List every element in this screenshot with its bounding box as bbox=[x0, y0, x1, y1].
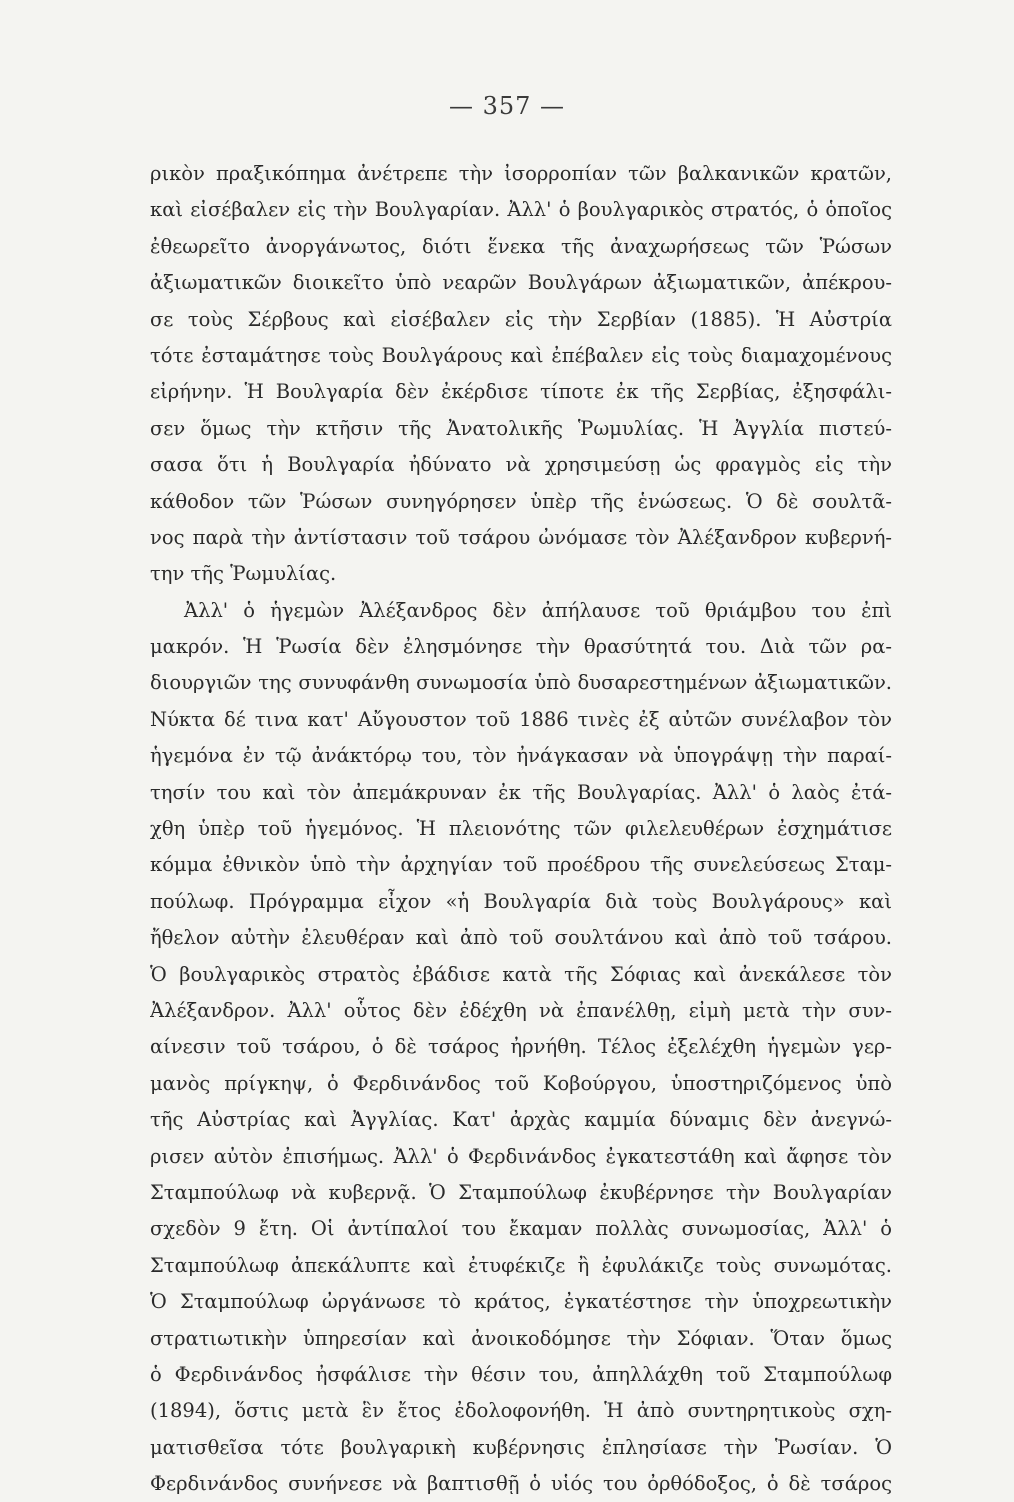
text-line: εἰρήνην. Ἡ Βουλγαρία δὲν ἐκέρδισε τίποτε ἐκ τῆς Σερβίας, ἐξησφάλι- bbox=[150, 380, 892, 404]
text-line: σχεδὸν 9 ἔτη. Οἱ ἀντίπαλοί του ἔκαμαν πολλὰς συνωμοσίας, Ἀλλ' ὁ bbox=[150, 1217, 892, 1241]
text-line: Ἀλέξανδρον. Ἀλλ' οὗτος δὲν ἐδέχθη νὰ ἐπανέλθῃ, εἰμὴ μετὰ τὴν συν- bbox=[150, 998, 892, 1022]
text-line: μακρόν. Ἡ Ῥωσία δὲν ἐλησμόνησε τὴν θρασύτητά του. Διὰ τῶν ρα- bbox=[150, 635, 892, 659]
text-line: νος παρὰ τὴν ἀντίστασιν τοῦ τσάρου ὠνόμασε τὸν Ἀλέξανδρον κυβερνή- bbox=[150, 525, 892, 549]
text-line: Σταμπούλωφ ἀπεκάλυπτε καὶ ἐτυφέκιζε ἢ ἐφυλάκιζε τοὺς συνωμότας. bbox=[150, 1253, 892, 1277]
text-line: μανὸς πρίγκηψ, ὁ Φερδινάνδος τοῦ Κοβούργου, ὑποστηριζόμενος ὑπὸ bbox=[150, 1071, 892, 1095]
body-text bbox=[150, 156, 892, 1502]
text-line: σασα ὅτι ἡ Βουλγαρία ἠδύνατο νὰ χρησιμεύσῃ ὡς φραγμὸς εἰς τὴν bbox=[150, 453, 892, 477]
page-number: — 357 — bbox=[448, 92, 566, 120]
text-line: ρικὸν πραξικόπημα ἀνέτρεπε τὴν ἰσορροπίαν τῶν βαλκανικῶν κρατῶν, bbox=[150, 162, 892, 185]
text-line: ἤθελον αὐτὴν ἐλευθέραν καὶ ἀπὸ τοῦ σουλτάνου καὶ ἀπὸ τοῦ τσάρου. bbox=[150, 926, 892, 950]
text-line: σε τοὺς Σέρβους καὶ εἰσέβαλεν εἰς τὴν Σερβίαν (1885). Ἡ Αὐστρία bbox=[150, 307, 892, 331]
text-line: σεν ὅμως τὴν κτῆσιν τῆς Ἀνατολικῆς Ῥωμυλίας. Ἡ Ἀγγλία πιστεύ- bbox=[150, 416, 892, 440]
text-line: τησίν του καὶ τὸν ἀπεμάκρυναν ἐκ τῆς Βουλγαρίας. Ἀλλ' ὁ λαὸς ἐτά- bbox=[150, 780, 892, 804]
text-line: Σταμπούλωφ νὰ κυβερνᾷ. Ὁ Σταμπούλωφ ἐκυβέρνησε τὴν Βουλγαρίαν bbox=[150, 1180, 892, 1204]
text-line: ἐθεωρεῖτο ἀνοργάνωτος, διότι ἕνεκα τῆς ἀναχωρήσεως τῶν Ῥώσων bbox=[150, 234, 892, 258]
text-line: κόμμα ἐθνικὸν ὑπὸ τὴν ἀρχηγίαν τοῦ προέδρου τῆς συνελεύσεως Σταμ- bbox=[150, 853, 892, 877]
text-line: ρισεν αὐτὸν ἐπισήμως. Ἀλλ' ὁ Φερδινάνδος ἐγκατεστάθη καὶ ἄφησε τὸν bbox=[150, 1144, 892, 1168]
text-line: καὶ εἰσέβαλεν εἰς τὴν Βουλγαρίαν. Ἀλλ' ὁ βουλγαρικὸς στρατός, ὁ ὁποῖος bbox=[150, 198, 892, 222]
text-line: διουργιῶν της συνυφάνθη συνωμοσία ὑπὸ δυσαρεστημένων ἀξιωματικῶν. bbox=[150, 671, 892, 695]
text-line: Νύκτα δέ τινα κατ' Αὔγουστον τοῦ 1886 τινὲς ἐξ αὐτῶν συνέλαβον τὸν bbox=[150, 707, 892, 731]
text-line: Ὁ Σταμπούλωφ ὠργάνωσε τὸ κράτος, ἐγκατέστησε τὴν ὑποχρεωτικὴν bbox=[150, 1290, 892, 1314]
text-line: κάθοδον τῶν Ῥώσων συνηγόρησεν ὑπὲρ τῆς ἑνώσεως. Ὁ δὲ σουλτᾶ- bbox=[150, 489, 892, 513]
text-line: (1894), ὅστις μετὰ ἓν ἔτος ἐδολοφονήθη. Ἡ ἀπὸ συντηρητικοὺς σχη- bbox=[150, 1399, 892, 1423]
text-line: χθη ὑπὲρ τοῦ ἡγεμόνος. Ἡ πλειονότης τῶν φιλελευθέρων ἐσχημάτισε bbox=[150, 817, 892, 841]
text-line: την τῆς Ῥωμυλίας. bbox=[150, 562, 337, 586]
text-line: ὁ Φερδινάνδος ἠσφάλισε τὴν θέσιν του, ἀπηλλάχθη τοῦ Σταμπούλωφ bbox=[150, 1362, 892, 1386]
text-line: ἡγεμόνα ἐν τῷ ἀνάκτόρῳ του, τὸν ἠνάγκασαν νὰ ὑπογράψῃ τὴν παραί- bbox=[150, 744, 892, 768]
text-line: τῆς Αὐστρίας καὶ Ἀγγλίας. Κατ' ἀρχὰς καμμία δύναμις δὲν ἀνεγνώ- bbox=[150, 1108, 892, 1132]
text-line: τότε ἐσταμάτησε τοὺς Βουλγάρους καὶ ἐπέβαλεν εἰς τοὺς διαμαχομένους bbox=[150, 343, 892, 367]
text-line: ἀξιωματικῶν διοικεῖτο ὑπὸ νεαρῶν Βουλγάρων ἀξιωματικῶν, ἀπέκρου- bbox=[150, 271, 892, 295]
text-line: Ὁ βουλγαρικὸς στρατὸς ἐβάδισε κατὰ τῆς Σόφιας καὶ ἀνεκάλεσε τὸν bbox=[150, 962, 892, 986]
text-line: Φερδινάνδος συνήνεσε νὰ βαπτισθῇ ὁ υἱός του ὀρθόδοξος, ὁ δὲ τσάρος bbox=[150, 1472, 892, 1496]
text-line: στρατιωτικὴν ὑπηρεσίαν καὶ ἀνοικοδόμησε τὴν Σόφιαν. Ὅταν ὅμως bbox=[150, 1326, 892, 1350]
text-line: ματισθεῖσα τότε βουλγαρικὴ κυβέρνησις ἐπλησίασε τὴν Ῥωσίαν. Ὁ bbox=[150, 1435, 892, 1459]
text-line: Ἀλλ' ὁ ἡγεμὼν Ἀλέξανδρος δὲν ἀπήλαυσε τοῦ θριάμβου του ἐπὶ bbox=[184, 598, 892, 622]
text-line: αίνεσιν τοῦ τσάρου, ὁ δὲ τσάρος ἠρνήθη. Τέλος ἐξελέχθη ἡγεμὼν γερ- bbox=[150, 1035, 892, 1059]
text-line: πούλωφ. Πρόγραμμα εἶχον «ἡ Βουλγαρία διὰ τοὺς Βουλγάρους» καὶ bbox=[150, 889, 892, 913]
